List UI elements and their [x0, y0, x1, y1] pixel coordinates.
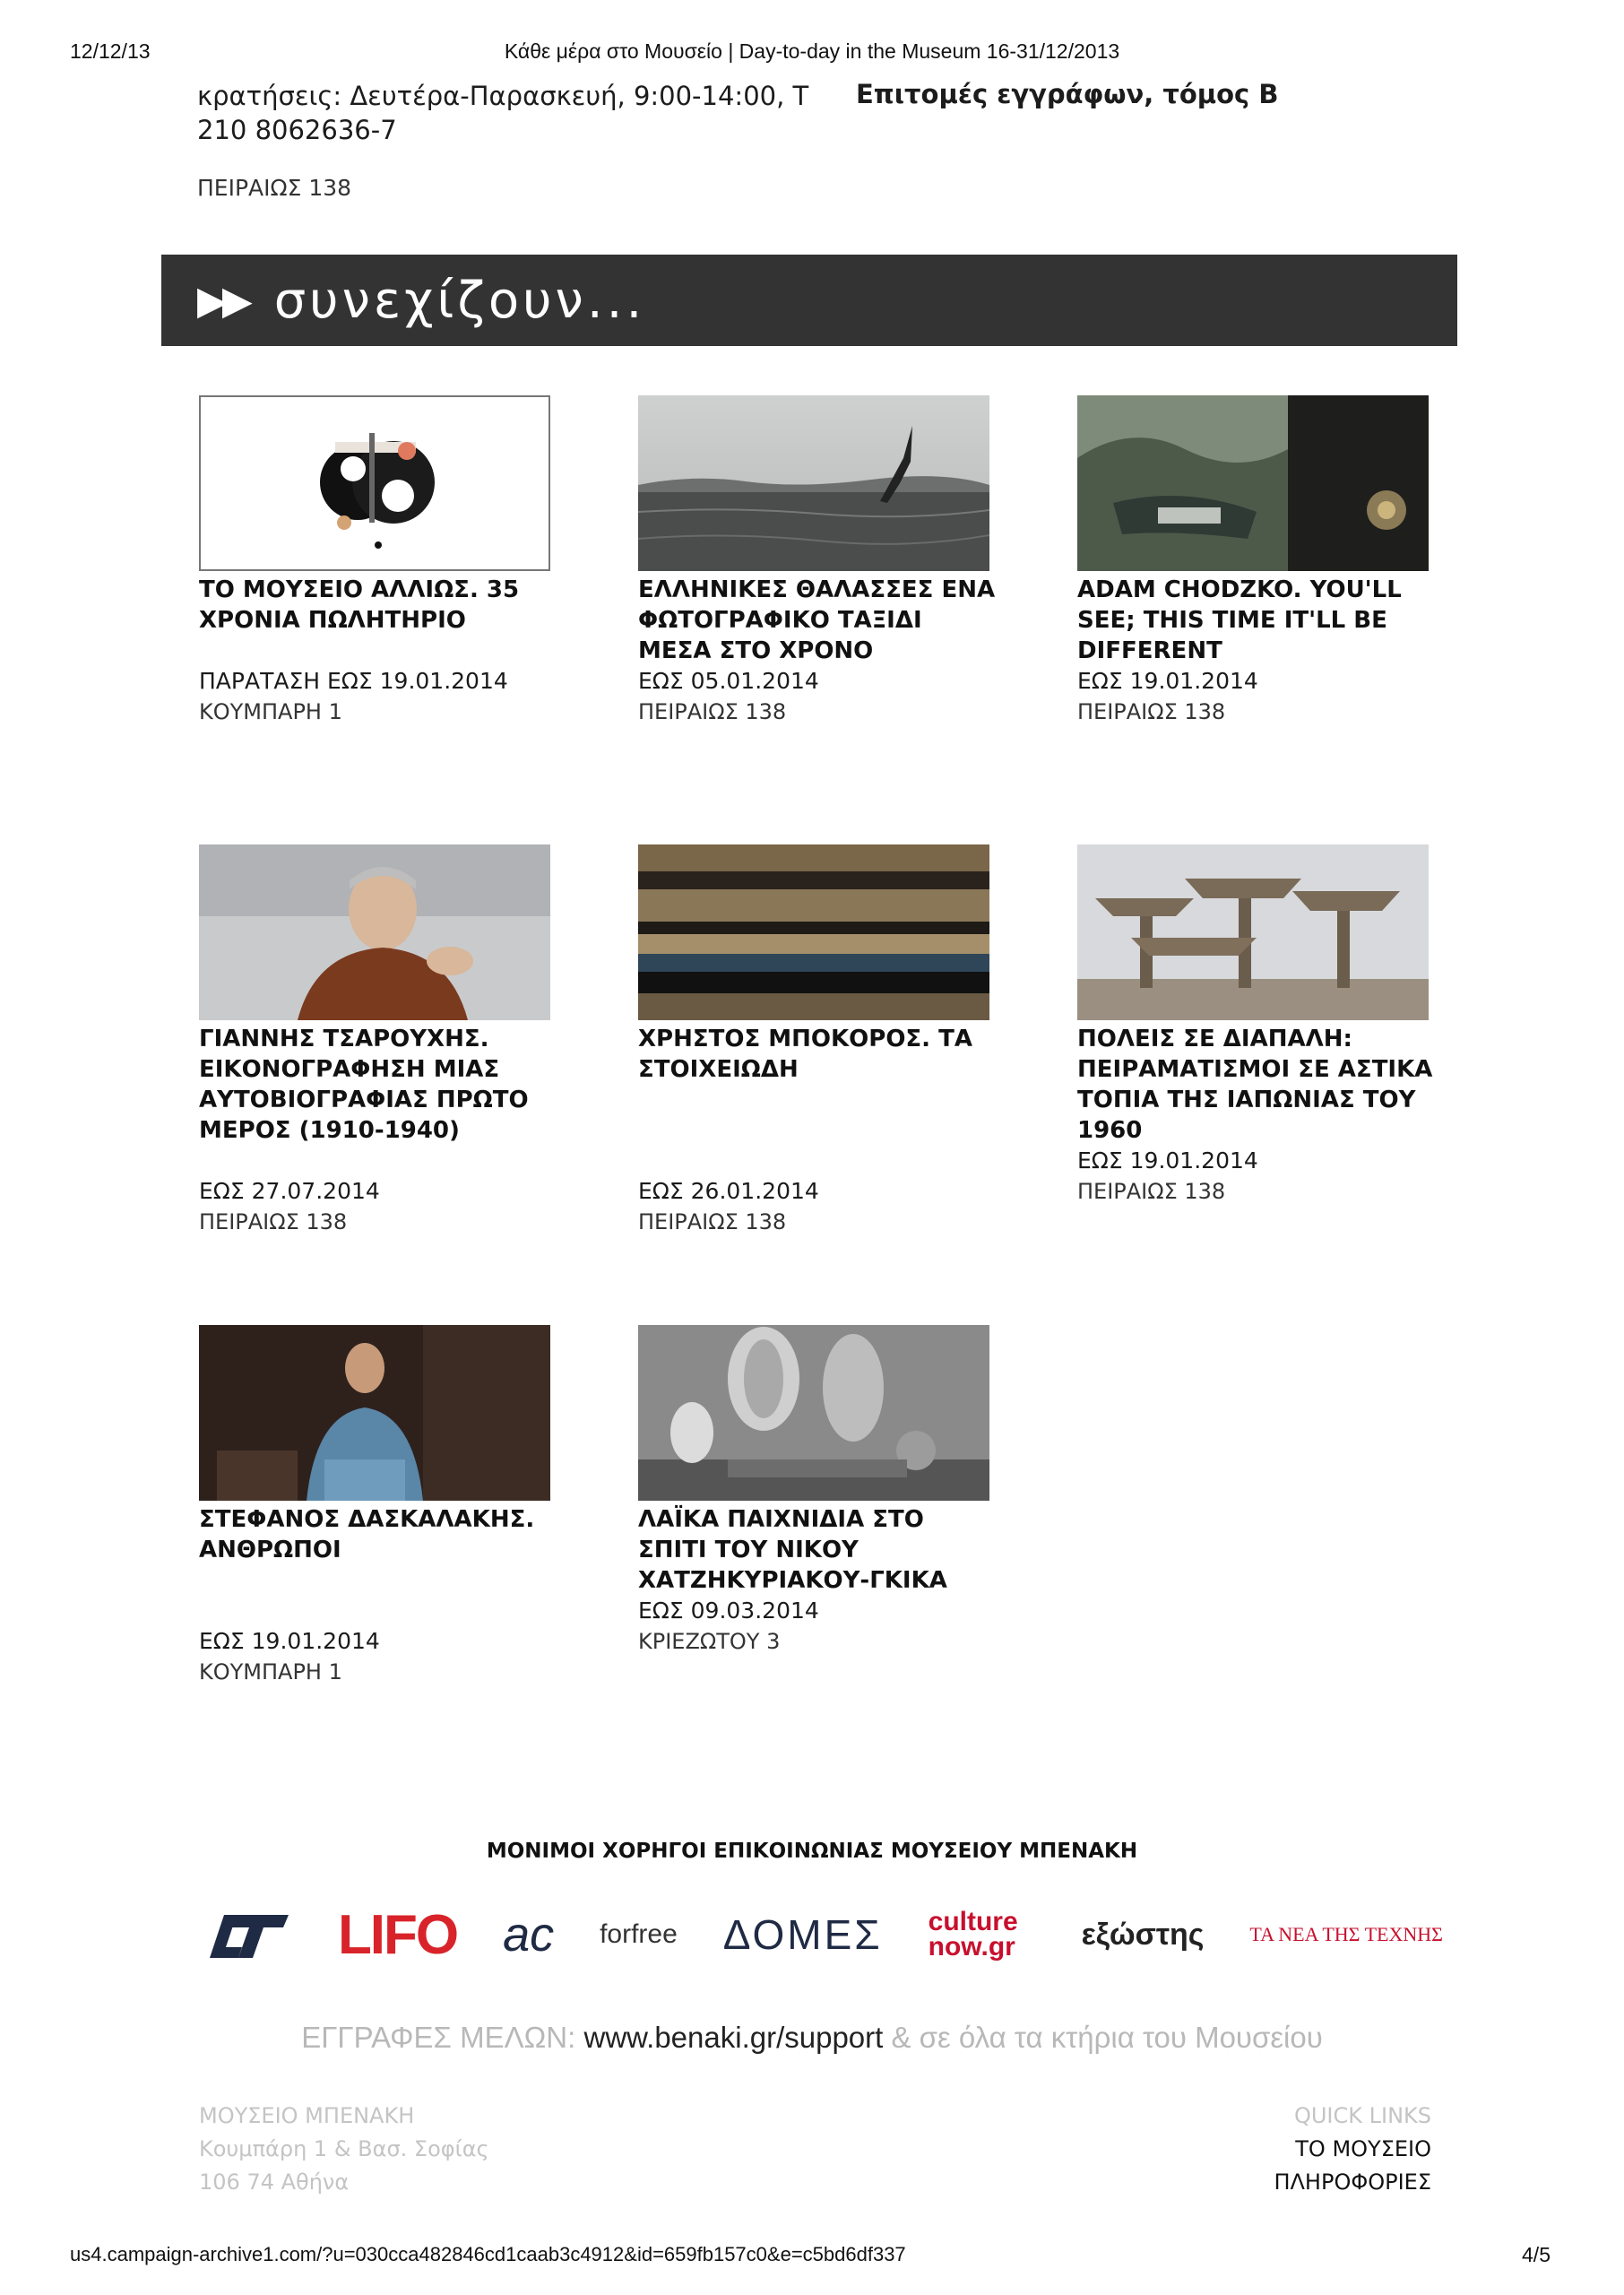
- exhibition-thumbnail[interactable]: [1077, 395, 1429, 571]
- exhibition-venue: ΠΕΙΡΑΙΩΣ 138: [199, 1209, 348, 1234]
- exhibition-venue: ΚΟΥΜΠΑΡΗ 1: [199, 1659, 342, 1684]
- domes-logo[interactable]: ΔΟΜΕΣ: [722, 1911, 883, 1958]
- address-line-1: Κουμπάρη 1 & Βασ. Σοφίας: [199, 2136, 489, 2161]
- exhibition-card[interactable]: [638, 844, 997, 1237]
- link-information[interactable]: ΠΛΗΡΟΦΟΡΙΕΣ: [1274, 2169, 1431, 2195]
- sea-diver-image: [638, 395, 989, 571]
- exhibition-thumbnail[interactable]: [199, 1325, 550, 1501]
- booking-info: [197, 79, 825, 147]
- print-url: us4.campaign-archive1.com/?u=030cca482846cd1caab3c4912&id=659fb157c0&e=c5bd6df337: [70, 2243, 906, 2265]
- exhibition-date: ΕΩΣ 19.01.2014: [199, 1628, 380, 1654]
- exhibition-title[interactable]: ADAM CHODZKO. YOU'LL SEE; THIS TIME IT'LL BE DIFFERENT: [1077, 576, 1402, 664]
- exhibition-thumbnail[interactable]: [638, 844, 989, 1020]
- museum-name: ΜΟΥΣΕΙΟ ΜΠΕΝΑΚΗ: [199, 2103, 415, 2128]
- portrait-man-image: [199, 844, 550, 1020]
- exhibition-venue: ΠΕΙΡΑΙΩΣ 138: [638, 699, 787, 724]
- exhibition-date: ΕΩΣ 27.07.2014: [199, 1178, 380, 1204]
- exhibition-thumbnail[interactable]: [638, 395, 989, 571]
- quick-links-heading: QUICK LINKS: [1293, 2103, 1431, 2128]
- exhibition-card[interactable]: [1077, 844, 1436, 1207]
- exhibition-date: ΕΩΣ 19.01.2014: [1077, 668, 1258, 694]
- sponsors-title: ΜΟΝΙΜΟΙ ΧΟΡΗΓΟΙ ΕΠΙΚΟΙΝΩΝΙΑΣ ΜΟΥΣΕΙΟΥ ΜΠΕΝΑΚΗ: [486, 1840, 1138, 1863]
- exhibition-title[interactable]: ΠΟΛΕΙΣ ΣΕ ΔΙΑΠΑΛΗ: ΠΕΙΡΑΜΑΤΙΣΜΟΙ ΣΕ ΑΣΤΙΚΑ ΤΟΠΙΑ ΤΗΣ ΙΑΠΩΝΙΑΣ ΤΟΥ 1960: [1077, 1026, 1433, 1144]
- lt-logo-icon[interactable]: [206, 1908, 292, 1962]
- exhibition-date: ΕΩΣ 26.01.2014: [638, 1178, 819, 1204]
- booking-line-1: κρατήσεις: Δευτέρα-Παρασκευή, 9:00-14:00, Τ: [197, 81, 809, 111]
- exhibition-thumbnail[interactable]: [199, 844, 550, 1020]
- exhibition-thumbnail[interactable]: [638, 1325, 989, 1501]
- double-arrow-icon: ▶▶: [197, 277, 247, 324]
- continuing-banner: [161, 255, 1457, 346]
- exhibition-card[interactable]: [199, 844, 557, 1237]
- quick-links: [1274, 2100, 1431, 2199]
- exhibition-venue: ΠΕΙΡΑΙΩΣ 138: [638, 1209, 787, 1234]
- lifo-logo[interactable]: LIFO: [337, 1903, 458, 1966]
- membership-suffix: & σε όλα τα κτήρια του Μουσείου: [891, 2021, 1323, 2054]
- membership-label: ΕΓΓΡΑΦΕΣ ΜΕΛΩΝ:: [301, 2021, 576, 2054]
- booking-phone: 210 8062636-7: [197, 115, 397, 145]
- exhibition-card[interactable]: [638, 395, 997, 727]
- exhibition-venue: ΚΟΥΜΠΑΡΗ 1: [199, 699, 342, 724]
- exhibition-card[interactable]: [638, 1325, 997, 1657]
- exhibition-date: ΕΩΣ 19.01.2014: [1077, 1148, 1258, 1173]
- exhibition-title[interactable]: ΣΤΕΦΑΝΟΣ ΔΑΣΚΑΛΑΚΗΣ. ΑΝΘΡΩΠΟΙ: [199, 1506, 535, 1563]
- culture-now-logo[interactable]: culture now.gr: [928, 1907, 1018, 1962]
- print-title: Κάθε μέρα στο Μουσείο | Day-to-day in the Museum 16-31/12/2013: [504, 39, 1120, 63]
- address-line-2: 106 74 Αθήνα: [199, 2169, 350, 2195]
- exhibition-date: ΕΩΣ 09.03.2014: [638, 1598, 819, 1624]
- exhibition-title[interactable]: ΛΑΪΚΑ ΠΑΙΧΝΙΔΙΑ ΣΤΟ ΣΠΙΤΙ ΤΟΥ ΝΙΚΟΥ ΧΑΤΖΗΚΥΡΙΑΚΟΥ-ΓΚΙΚΑ: [638, 1506, 947, 1594]
- museum-address: [199, 2100, 489, 2199]
- banner-title: συνεχίζουν...: [273, 271, 646, 330]
- exhibition-title[interactable]: ΕΛΛΗΝΙΚΕΣ ΘΑΛΑΣΣΕΣ ΕΝΑ ΦΩΤΟΓΡΑΦΙΚΟ ΤΑΞΙΔΙ ΜΕΣΑ ΣΤΟ ΧΡΟΝΟ: [638, 576, 996, 664]
- exostis-logo[interactable]: εξώστης: [1081, 1917, 1205, 1952]
- print-date: 12/12/13: [70, 39, 151, 63]
- ta-nea-tis-texnis-logo[interactable]: ΤΑ ΝΕΑ ΤΗΣ ΤΕΧΝΗΣ: [1249, 1923, 1443, 1945]
- header-right-title[interactable]: Επιτομές εγγράφων, τόμος Β: [856, 79, 1279, 109]
- exhibition-title[interactable]: ΧΡΗΣΤΟΣ ΜΠΟΚΟΡΟΣ. ΤΑ ΣΤΟΙΧΕΙΩΔΗ: [638, 1026, 972, 1083]
- header-venue: ΠΕΙΡΑΙΩΣ 138: [197, 175, 352, 201]
- exhibition-card[interactable]: [1077, 395, 1436, 727]
- print-page-number: 4/5: [1522, 2243, 1551, 2266]
- link-the-museum[interactable]: ΤΟ ΜΟΥΣΕΙΟ: [1295, 2136, 1431, 2161]
- exhibition-card[interactable]: [199, 1325, 557, 1687]
- folk-toys-image: [638, 1325, 989, 1501]
- city-model-image: [1077, 844, 1429, 1020]
- exhibition-venue: ΚΡΙΕΖΩΤΟΥ 3: [638, 1629, 781, 1654]
- exhibition-venue: ΠΕΙΡΑΙΩΣ 138: [1077, 699, 1226, 724]
- membership-line: [0, 2021, 1624, 2055]
- exhibition-date: ΕΩΣ 05.01.2014: [638, 668, 819, 694]
- exhibition-venue: ΠΕΙΡΑΙΩΣ 138: [1077, 1179, 1226, 1204]
- cave-boat-image: [1077, 395, 1429, 571]
- logo-35-image: [201, 397, 550, 571]
- ac-logo[interactable]: ac: [503, 1908, 555, 1962]
- support-link[interactable]: www.benaki.gr/support: [583, 2021, 884, 2054]
- exhibition-thumbnail[interactable]: [1077, 844, 1429, 1020]
- forfree-logo[interactable]: forfree: [600, 1919, 678, 1949]
- exhibition-title[interactable]: ΓΙΑΝΝΗΣ ΤΣΑΡΟΥΧΗΣ. ΕΙΚΟΝΟΓΡΑΦΗΣΗ ΜΙΑΣ ΑΥΤΟΒΙΟΓΡΑΦΙΑΣ ΠΡΩΤΟ ΜΕΡΟΣ (1910-1940): [199, 1026, 529, 1144]
- exhibition-title[interactable]: ΤΟ ΜΟΥΣΕΙΟ ΑΛΛΙΩΣ. 35 ΧΡΟΝΙΑ ΠΩΛΗΤΗΡΙΟ: [199, 576, 520, 634]
- seated-man-image: [199, 1325, 550, 1501]
- exhibition-date: ΠΑΡΑΤΑΣΗ ΕΩΣ 19.01.2014: [199, 668, 508, 694]
- exhibition-card[interactable]: [199, 395, 557, 727]
- sponsor-logos: [206, 1899, 1443, 1970]
- painting-strips-image: [638, 844, 989, 1020]
- exhibition-thumbnail[interactable]: [199, 395, 550, 571]
